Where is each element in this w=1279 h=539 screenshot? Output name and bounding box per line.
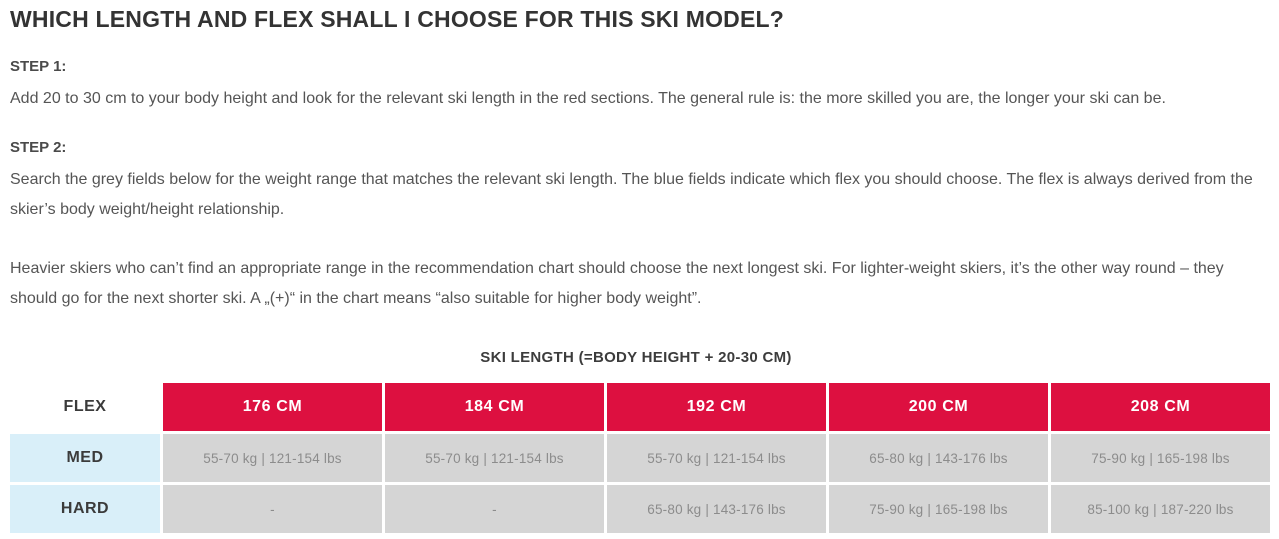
column-header-208cm: 208 CM	[1051, 383, 1270, 431]
weight-cell-hard-200: 75-90 kg | 165-198 lbs	[829, 485, 1048, 533]
weight-cell-med-200: 65-80 kg | 143-176 lbs	[829, 434, 1048, 482]
column-header-184cm: 184 CM	[385, 383, 604, 431]
weight-cell-med-176: 55-70 kg | 121-154 lbs	[163, 434, 382, 482]
step2-text: Search the grey fields below for the weight range that matches the relevant ski length. The blue fields indicate which flex you should choose. The flex is always derived from the skier’s body weight/height relationship.	[10, 171, 1253, 218]
weight-cell-hard-176: -	[163, 485, 382, 533]
weight-cell-med-208: 75-90 kg | 165-198 lbs	[1051, 434, 1270, 482]
column-header-176cm: 176 CM	[163, 383, 382, 431]
weight-cell-hard-192: 65-80 kg | 143-176 lbs	[607, 485, 826, 533]
weight-cell-med-184: 55-70 kg | 121-154 lbs	[385, 434, 604, 482]
size-recommendation-table	[10, 383, 1270, 533]
page-title: WHICH LENGTH AND FLEX SHALL I CHOOSE FOR THIS SKI MODEL?	[10, 6, 785, 32]
step2-label: STEP 2:	[10, 139, 67, 156]
flex-header-cell: FLEX	[10, 383, 160, 431]
step1-text: Add 20 to 30 cm to your body height and look for the relevant ski length in the red sections. The general rule is: the more skilled you are, the longer your ski can be.	[10, 90, 1166, 107]
table-title: SKI LENGTH (=BODY HEIGHT + 20-30 CM)	[480, 349, 792, 366]
step1-label: STEP 1:	[10, 58, 67, 75]
weight-cell-hard-208: 85-100 kg | 187-220 lbs	[1051, 485, 1270, 533]
column-header-192cm: 192 CM	[607, 383, 826, 431]
row-label-med: MED	[10, 434, 160, 482]
row-label-hard: HARD	[10, 485, 160, 533]
weight-cell-hard-184: -	[385, 485, 604, 533]
column-header-200cm: 200 CM	[829, 383, 1048, 431]
weight-cell-med-192: 55-70 kg | 121-154 lbs	[607, 434, 826, 482]
note-text: Heavier skiers who can’t find an appropriate range in the recommendation chart should choose the next longest ski. For lighter-weight skiers, it’s the other way round – they should go for the next shorter ski. A „(+)“ in the chart means “also suitable for higher body weight”.	[10, 260, 1224, 307]
